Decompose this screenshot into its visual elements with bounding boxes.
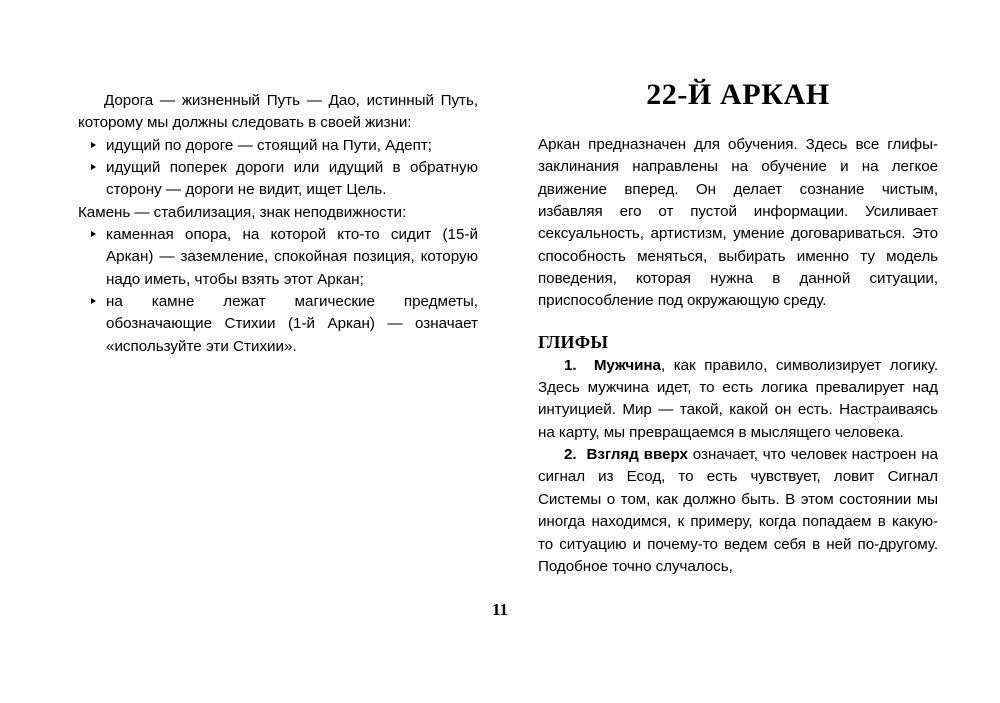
list-item — [78, 135, 478, 157]
triangle-bullet-icon — [91, 231, 96, 237]
list-item-text: каменная опора, на которой кто-то сидит (15-й Аркан) — заземление, спокойная позиция, которую надо иметь, чтобы взять этот Аркан; — [106, 226, 478, 288]
glyph-number: 1. — [564, 356, 577, 374]
glyph-number: 2. — [564, 446, 577, 464]
glyph-text: означает, что человек настроен на сигнал из Есод, то есть чувствует, ловит Сигнал Системы о том, как должно быть. В этом состоянии мы иногда находимся, к примеру, когда попадаем в какую-то ситуацию и почему-то ведем себя в ней по-другому. Подобное точно случалось, — [538, 446, 938, 575]
section-heading-glyphs: ГЛИФЫ — [538, 331, 609, 352]
triangle-bullet-icon — [91, 298, 96, 304]
right-column — [538, 78, 938, 578]
triangle-bullet-icon — [91, 142, 96, 148]
list-item — [78, 224, 478, 291]
left-bullet-list-first — [78, 135, 478, 202]
left-stone-line: Камень — стабилизация, знак неподвижности: — [78, 203, 407, 221]
list-item-text: идущий по дороге — стоящий на Пути, Адепт; — [106, 136, 433, 154]
left-bullet-list-second — [78, 224, 478, 358]
glyph-term: Мужчина — [593, 356, 661, 374]
two-column-layout — [78, 78, 938, 578]
glyph-entry-1 — [538, 355, 938, 444]
list-item — [78, 291, 478, 358]
list-item — [78, 157, 478, 202]
left-intro-paragraph: Дорога — жизненный Путь — Дао, истинный Путь, которому мы должны следовать в своей жизни: — [78, 92, 478, 132]
list-item-text: идущий поперек дороги или идущий в обратную сторону — дороги не видит, ищет Цель. — [106, 159, 478, 199]
glyph-text: , как правило, символизирует логику. Здесь мужчина идет, то есть логика превалирует над интуицией. Мир — такой, какой он есть. Настраиваясь на карту, мы превращаемся в мыслящего человека. — [538, 356, 939, 441]
right-intro-paragraph: Аркан предназначен для обучения. Здесь все глифы-заклинания направлены на обучение и на легкое движение вперед. Он делает сознание чистым, избавляя его от пустой информации. Усиливает сексуальность, артистизм, умение договариваться. Это способность меняться, выбирать именно ту модель поведения, которая нужна в данной ситуации, приспособление под окружающую среду. — [538, 136, 938, 310]
glyph-entry-2 — [538, 444, 938, 578]
page-number: 11 — [491, 600, 509, 619]
triangle-bullet-icon — [91, 164, 96, 170]
left-column — [78, 78, 478, 578]
list-item-text: на камне лежат магические предметы, обозначающие Стихии (1-й Аркан) — означает «используйте эти Стихии». — [106, 293, 478, 355]
glyph-term: Взгляд вверх — [586, 446, 688, 464]
page-title: 22-Й АРКАН — [646, 78, 830, 111]
